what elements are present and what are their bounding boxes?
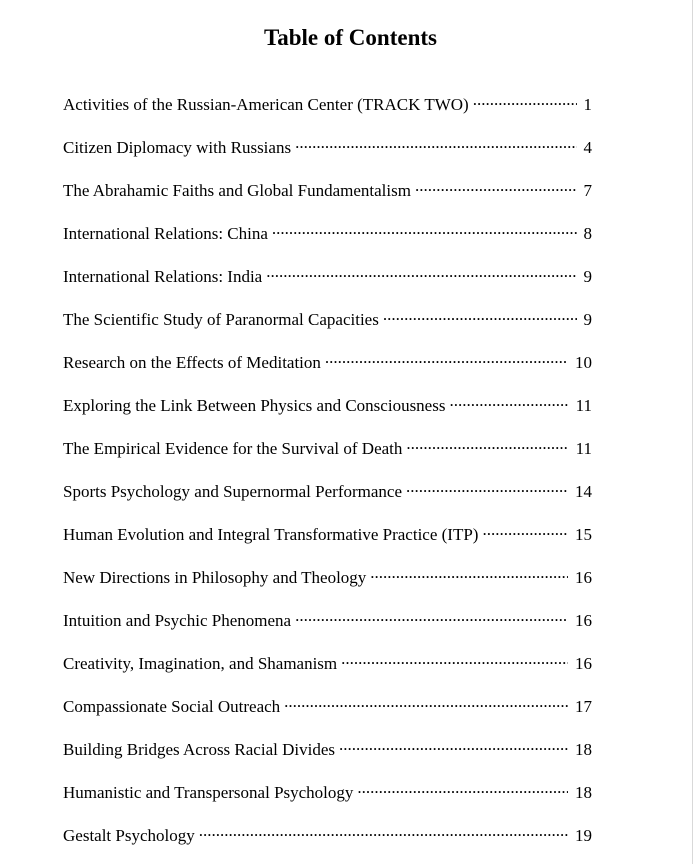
toc-dot-leader <box>482 520 568 540</box>
toc-dot-leader <box>272 219 577 239</box>
toc-entry-label: Sports Psychology and Supernormal Performance <box>63 482 402 501</box>
toc-entry <box>63 262 592 305</box>
toc-entry <box>63 649 592 692</box>
toc-entry-label: Creativity, Imagination, and Shamanism <box>63 654 338 673</box>
toc-dot-leader <box>406 434 568 454</box>
toc-entry <box>63 520 592 563</box>
toc-entry <box>63 692 592 735</box>
toc-entry-page: 10 <box>575 353 592 372</box>
toc-entry <box>63 434 592 477</box>
toc-entry-page: 11 <box>575 439 592 458</box>
toc-entry-label: Research on the Effects of Meditation <box>63 353 321 372</box>
toc-entry-page: 1 <box>583 95 592 114</box>
toc-entry-label: International Relations: China <box>63 224 268 243</box>
toc-dot-leader <box>199 821 568 841</box>
toc-entry-page: 8 <box>583 224 592 243</box>
toc-dot-leader <box>339 735 568 755</box>
toc-dot-leader <box>406 477 568 497</box>
toc-entry <box>63 477 592 520</box>
toc-entry <box>63 219 592 262</box>
toc-entry-label: Intuition and Psychic Phenomena <box>63 611 292 630</box>
toc-entry-page: 19 <box>575 826 592 845</box>
toc-entry <box>63 821 592 864</box>
toc-entry <box>63 90 592 133</box>
toc-entry-label: The Scientific Study of Paranormal Capacities <box>63 310 379 329</box>
toc-entry-page: 9 <box>583 267 592 286</box>
toc-entry-label: Exploring the Link Between Physics and Consciousness <box>63 396 446 415</box>
toc-entry-page: 16 <box>575 611 592 630</box>
toc-list <box>63 90 592 864</box>
toc-entry-label: Human Evolution and Integral Transformative Practice (ITP) <box>63 525 479 544</box>
toc-dot-leader <box>295 133 576 153</box>
toc-entry-label: New Directions in Philosophy and Theology <box>63 568 367 587</box>
toc-entry <box>63 735 592 778</box>
toc-entry-label: Citizen Diplomacy with Russians <box>63 138 292 157</box>
toc-entry <box>63 563 592 606</box>
toc-dot-leader <box>415 176 577 196</box>
toc-entry-page: 9 <box>583 310 592 329</box>
toc-entry-page: 15 <box>575 525 592 544</box>
toc-dot-leader <box>449 391 568 411</box>
toc-entry-label: Compassionate Social Outreach <box>63 697 281 716</box>
toc-entry <box>63 606 592 649</box>
toc-entry-page: 7 <box>583 181 592 200</box>
toc-entry-label: The Abrahamic Faiths and Global Fundamentalism <box>63 181 411 200</box>
toc-entry-label: The Empirical Evidence for the Survival of Death <box>63 439 403 458</box>
toc-entry <box>63 176 592 219</box>
toc-dot-leader <box>473 90 577 110</box>
toc-dot-leader <box>295 606 568 626</box>
toc-entry-page: 18 <box>575 783 592 802</box>
toc-dot-leader <box>341 649 568 669</box>
toc-dot-leader <box>357 778 568 798</box>
toc-entry-page: 11 <box>575 396 592 415</box>
toc-entry <box>63 391 592 434</box>
toc-entry-label: Gestalt Psychology <box>63 826 195 845</box>
toc-dot-leader <box>383 305 577 325</box>
toc-entry <box>63 348 592 391</box>
toc-dot-leader <box>325 348 568 368</box>
page-title: Table of Contents <box>264 25 437 50</box>
toc-dot-leader <box>370 563 568 583</box>
toc-dot-leader <box>266 262 576 282</box>
toc-dot-leader <box>284 692 568 712</box>
toc-entry-page: 14 <box>575 482 592 501</box>
toc-entry <box>63 778 592 821</box>
toc-entry-page: 16 <box>575 568 592 587</box>
toc-entry <box>63 133 592 176</box>
toc-entry-page: 4 <box>583 138 592 157</box>
toc-entry-label: International Relations: India <box>63 267 263 286</box>
toc-entry-label: Humanistic and Transpersonal Psychology <box>63 783 354 802</box>
toc-entry-label: Building Bridges Across Racial Divides <box>63 740 335 759</box>
toc-entry-page: 16 <box>575 654 592 673</box>
toc-entry <box>63 305 592 348</box>
toc-entry-page: 18 <box>575 740 592 759</box>
toc-entry-label: Activities of the Russian-American Center (TRACK TWO) <box>63 95 469 114</box>
toc-entry-page: 17 <box>575 697 592 716</box>
